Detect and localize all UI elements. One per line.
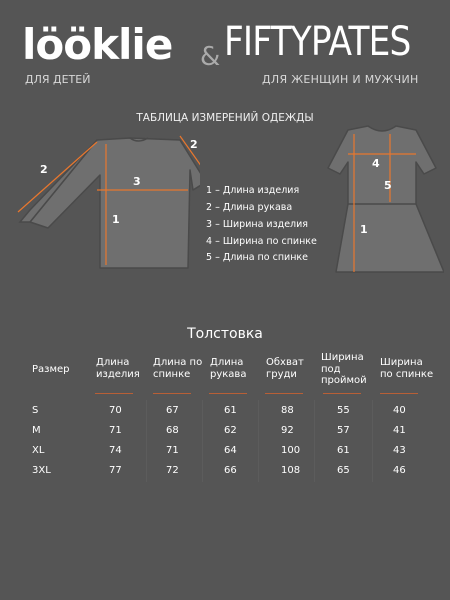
header-rule-4 [265, 393, 303, 394]
dress-diagram [320, 122, 444, 282]
table-cell: 65 [337, 465, 350, 476]
header-rule-1 [95, 393, 133, 394]
header-sleeve-length: Длина рукава [210, 357, 247, 380]
subtitle-adults: ДЛЯ ЖЕНЩИН И МУЖЧИН [262, 73, 419, 86]
header-back-width: Ширина по спинке [380, 357, 434, 380]
table-cell: 92 [281, 425, 294, 436]
marker-5: 5 [384, 179, 392, 192]
column-separator [258, 400, 259, 482]
marker-2-left: 2 [40, 163, 48, 176]
header-rule-5 [323, 393, 361, 394]
legend-item-5: 5 – Длина по спинке [206, 252, 308, 263]
table-cell: 43 [393, 445, 406, 456]
table-cell: 100 [281, 445, 301, 456]
ampersand: & [200, 42, 221, 72]
table-cell: 62 [224, 425, 237, 436]
table-cell: 55 [337, 405, 350, 416]
table-cell: 67 [166, 405, 179, 416]
marker-1-dress: 1 [360, 223, 368, 236]
header-chest: Обхват груди [266, 357, 304, 380]
header-rule-6 [380, 393, 418, 394]
marker-4: 4 [372, 157, 380, 170]
table-cell: 74 [109, 445, 122, 456]
subtitle-kids: ДЛЯ ДЕТЕЙ [25, 73, 91, 86]
table-cell: 66 [224, 465, 237, 476]
table-cell: 108 [281, 465, 301, 476]
size-cell: M [32, 425, 41, 436]
column-separator [146, 400, 147, 482]
size-cell: 3XL [32, 465, 51, 476]
sweatshirt-diagram [10, 130, 200, 280]
legend-item-4: 4 – Ширина по спинке [206, 236, 317, 247]
legend-item-3: 3 – Ширина изделия [206, 219, 309, 230]
header-length: Длина изделия [96, 357, 140, 380]
fiftypates-logo: FIFTYPATES [224, 19, 411, 65]
table-cell: 64 [224, 445, 237, 456]
legend-item-1: 1 – Длина изделия [206, 185, 300, 196]
header-armpit-width: Ширина под проймой [321, 352, 367, 386]
marker-2-right: 2 [190, 138, 198, 151]
table-cell: 88 [281, 405, 294, 416]
table-cell: 61 [224, 405, 237, 416]
table-cell: 41 [393, 425, 406, 436]
column-separator [314, 400, 315, 482]
header-rule-2 [153, 393, 191, 394]
table-cell: 68 [166, 425, 179, 436]
looklie-logo: lööklie [22, 20, 173, 69]
size-cell: XL [32, 445, 45, 456]
column-separator [372, 400, 373, 482]
table-cell: 40 [393, 405, 406, 416]
marker-1: 1 [112, 213, 120, 226]
column-separator [202, 400, 203, 482]
table-cell: 57 [337, 425, 350, 436]
header-back-length: Длина по спинке [153, 357, 203, 380]
section-title: ТАБЛИЦА ИЗМЕРЕНИЙ ОДЕЖДЫ [136, 112, 314, 124]
marker-3: 3 [133, 175, 141, 188]
table-cell: 71 [166, 445, 179, 456]
table-cell: 77 [109, 465, 122, 476]
table-cell: 46 [393, 465, 406, 476]
header-size: Размер [32, 364, 70, 375]
table-cell: 61 [337, 445, 350, 456]
header-rule-3 [209, 393, 247, 394]
table-cell: 71 [109, 425, 122, 436]
product-title: Толстовка [187, 326, 263, 342]
size-cell: S [32, 405, 39, 416]
table-cell: 70 [109, 405, 122, 416]
table-cell: 72 [166, 465, 179, 476]
legend-item-2: 2 – Длина рукава [206, 202, 293, 213]
